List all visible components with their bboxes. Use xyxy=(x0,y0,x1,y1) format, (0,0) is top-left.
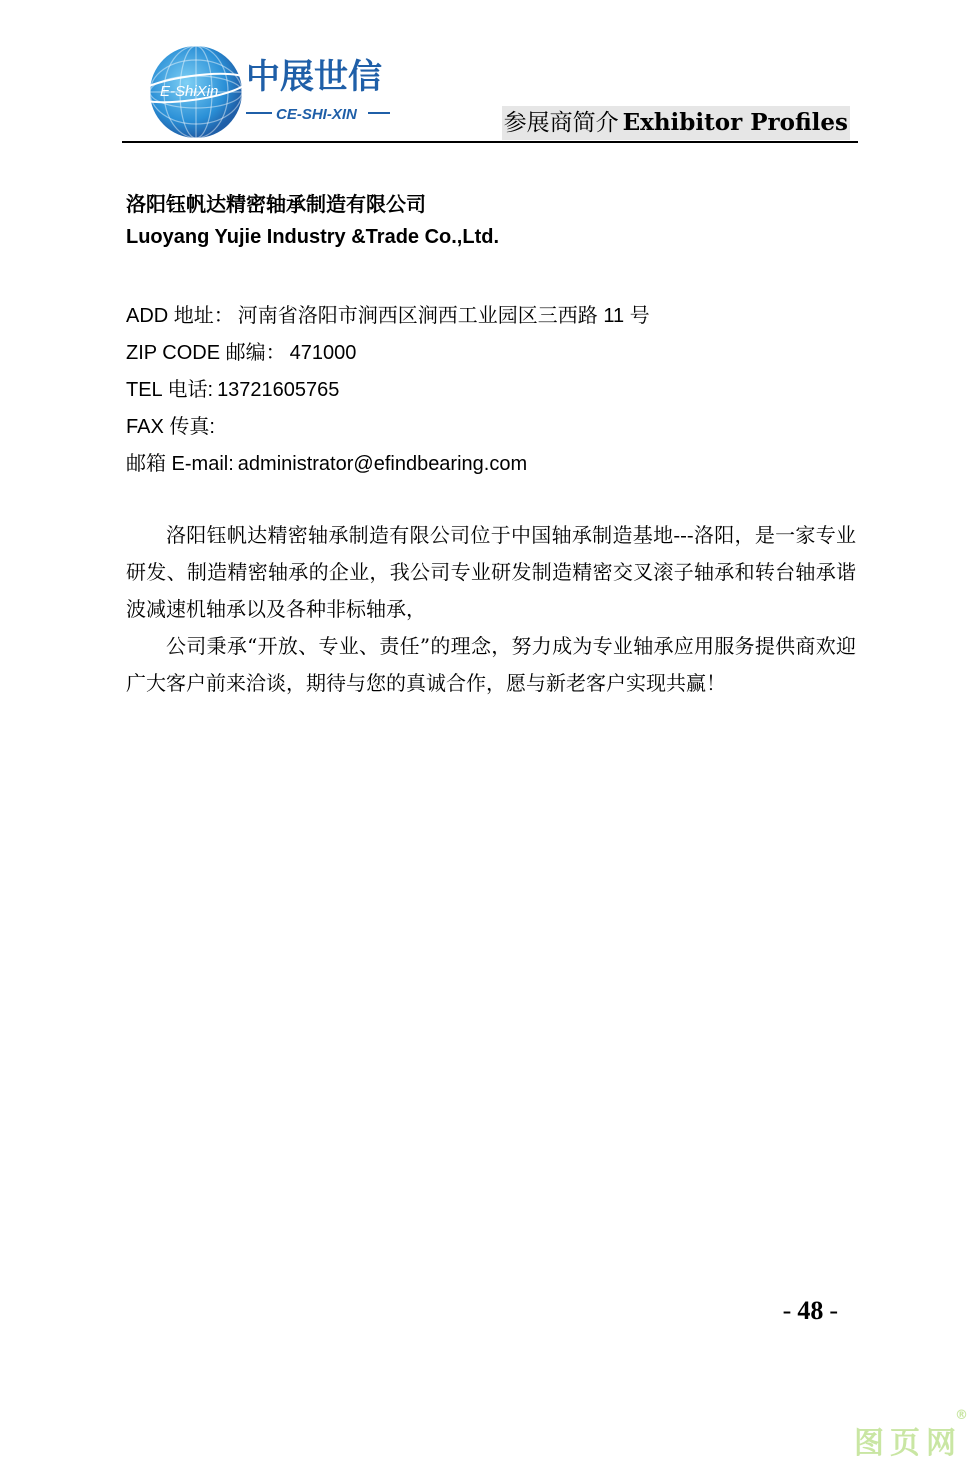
company-name-en: Luoyang Yujie Industry &Trade Co.,Ltd. xyxy=(126,226,500,248)
zip-line xyxy=(126,335,650,372)
zip-label: ZIP CODE 邮编： xyxy=(126,342,286,364)
description-paragraph: 洛阳钰帆达精密轴承制造有限公司位于中国轴承制造基地---洛阳，是一家专业研发、制造精密轴承的企业，我公司专业研发制造精密交叉滚子轴承和转台轴承谐波减速机轴承以及各种非标轴承， xyxy=(126,523,856,621)
page-number-value: 48 xyxy=(797,1296,824,1325)
page-number-dash-right: - xyxy=(829,1296,838,1325)
watermark-text: 图页网 xyxy=(854,1426,962,1461)
company-description xyxy=(126,517,856,702)
watermark xyxy=(854,1408,968,1462)
tel-line xyxy=(126,372,650,409)
fax-label: FAX 传真: xyxy=(126,416,215,438)
header-divider xyxy=(122,141,858,143)
zip-value: 471000 xyxy=(289,342,357,364)
address-value: 河南省洛阳市涧西区涧西工业园区三西路 11 号 xyxy=(237,305,650,327)
address-line xyxy=(126,298,650,335)
header-title-en: Exhibitor Profiles xyxy=(622,109,848,136)
company-logo xyxy=(134,44,404,140)
address-label: ADD 地址： xyxy=(126,305,234,327)
globe-logo-icon xyxy=(134,44,404,140)
logo-globe-text: E-ShiXin xyxy=(160,83,219,100)
tel-label: TEL 电话: xyxy=(126,379,214,401)
fax-line xyxy=(126,409,650,446)
registered-icon: ® xyxy=(955,1408,968,1423)
company-name-cn: 洛阳钰帆达精密轴承制造有限公司 xyxy=(126,192,426,216)
email-label: 邮箱 E-mail: xyxy=(126,453,234,475)
header-title xyxy=(502,106,850,140)
email-line xyxy=(126,446,650,483)
logo-tagline: CE-SHI-XIN xyxy=(276,106,357,123)
page-number xyxy=(777,1296,844,1326)
description-paragraph: 公司秉承“开放、专业、责任”的理念，努力成为专业轴承应用服务提供商欢迎广大客户前来洽谈，期待与您的真诚合作，愿与新老客户实现共赢！ xyxy=(126,634,856,695)
email-value: administrator@efindbearing.com xyxy=(237,453,528,475)
page-number-dash-left: - xyxy=(782,1296,792,1325)
header-title-cn: 参展商简介 xyxy=(503,110,619,136)
contact-info xyxy=(126,298,650,483)
logo-name-cn: 中展世信 xyxy=(246,57,382,97)
tel-value: 13721605765 xyxy=(217,379,340,401)
